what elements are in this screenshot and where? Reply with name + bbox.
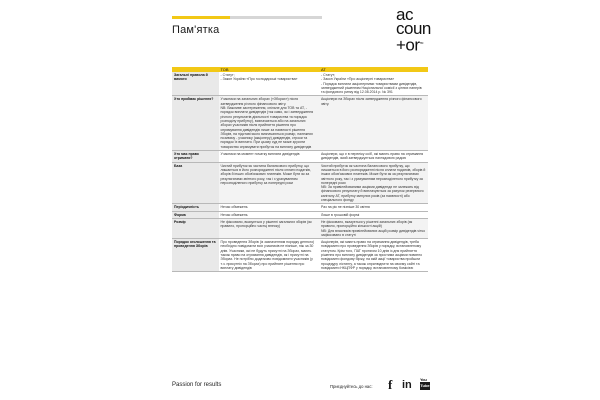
youtube-box-text: Tube bbox=[420, 383, 430, 388]
row-tov-text: Про проведення Зборів (із зазначенням порядку денного) необхідно повідомити всіх учасників не пізніше, ніж за 30 днів. Учасники, які не будуть присутні на Зборах, мають також право на отримання дивідендів, як і присутні на Зборах. Не потрібно додатково повідомляти учасників (у т.ч. присутніх на Зборах) про прийняте рішення про виплату дивідендів bbox=[220, 240, 315, 270]
accent-bar bbox=[172, 16, 230, 19]
row-tov-text: Учасники на загальних зборах («Зборах») після затвердження річного фінансового звіту. NB: Важливе застереження, спільне для ТОВ та АТ, - порядок виплати дивідендів (так само, як і затвердження річного результатів діяльності товариства та порядок розподілу прибутку), визначається або на загальних зборах учасників після прийняття рішення про спрямування дивідендів лише за наявності рішення Зборів, на підставі якого визначаються розмір, належних позивачу - учаснику (акціонеру) дивідендів, строки та порядок їх виплати. При цьому суд не може зрусити товариство спрямувати прибуток на виплату дивідендів bbox=[220, 97, 314, 149]
row-topic: Форма bbox=[172, 211, 219, 218]
header-tov: ТОВ bbox=[219, 67, 319, 72]
logo-line-3-text: +or bbox=[396, 35, 420, 55]
table-row bbox=[172, 239, 428, 272]
row-tov-text: Чистий прибуток як частина балансового прибутку, що лишається в його розпорядженні після сплати податків, зборів й інших обов'язкових платежів. Може бути як за результатами звітного року, так і з урахуванням нерозподіленого прибутку за попередні роки bbox=[220, 163, 311, 185]
row-topic: Хто приймає рішення? bbox=[172, 96, 219, 151]
row-at-text: Акціонерів, які мають право на отримання дивідендів, треба повідомити про проведення Зборів у порядку, встановленому статутом. Крім того, ПАТ протягом 10 днів із дня прийняття рішення про виплату дивідендів за простими акціями повинно повідомити фондову біржу, на якій акції товариства пройшли процедуру лістингу, а також оприлюднити на своєму сайті та повідомити НКЦПФР у порядку, встановленому Комісією bbox=[321, 240, 423, 270]
row-tov-text: Не фіксовано, вказується у рішенні загальних зборів (як правило, пропорційно частці внеску) bbox=[220, 219, 312, 229]
social-label: Приєднуйтесь до нас: bbox=[330, 384, 373, 389]
table-row bbox=[172, 151, 428, 163]
row-topic: Розмір bbox=[172, 218, 219, 238]
row-topic: Порядок оголошення та проведення Зборів bbox=[172, 239, 219, 272]
page-title: Пам'ятка bbox=[172, 24, 220, 36]
row-at-text: Акціонери на Зборах після затвердження річного фінансового звіту. bbox=[321, 97, 422, 106]
row-tov-text: - Статут; - Закон України «Про господарські товариства» bbox=[220, 73, 298, 82]
row-tov-text: Учасники на момент початку виплати дивідендів bbox=[220, 152, 300, 157]
facebook-icon[interactable]: f bbox=[388, 377, 393, 392]
row-at-text: - Статут; - Закон України «Про акціонерні товариства» - Порядок виплати акціонерними товариствами дивідендів, затверджений рішенням Національної комісії з цінних паперів та фондового ринку від 12.08.2014 р. № 391 bbox=[321, 73, 422, 95]
row-at-cell bbox=[319, 211, 428, 218]
divider-bar bbox=[230, 16, 322, 19]
row-topic: База bbox=[172, 162, 219, 204]
table-row bbox=[172, 211, 428, 218]
youtube-top-text: You bbox=[420, 377, 427, 382]
table-row bbox=[172, 204, 428, 211]
row-at-cell bbox=[319, 151, 428, 163]
row-topic: Хто має право отримати? bbox=[172, 151, 219, 163]
row-at-cell bbox=[319, 204, 428, 211]
row-at-text: Лише в грошовій формі bbox=[321, 212, 360, 217]
footer-tagline: Passion for results bbox=[172, 382, 222, 388]
row-at-text: Не фіксовано, вказується у рішенні загальних зборів (як правило, пропорційно кількості акцій) NB: Для власників привілейованих акцій розмір дивідендів чітко зафіксовано в статуті bbox=[321, 219, 426, 237]
row-at-text: Чистий прибуток як частина балансового прибутку, що лишається в його розпорядженні після сплати податків, зборів й інших обов'язкових платежів. Може бути як за результатами звітного року, так і з урахуванням нерозподіленого прибутку за попередні роки NB: За привілейованими акціями дивіденди не залежать від фінансового результату й виплачуються за рахунок резервного капіталу АТ, прибутку минулих років (за наявності) або спеціального фонду bbox=[321, 163, 426, 203]
row-tov-cell bbox=[219, 96, 319, 151]
row-tov-cell bbox=[219, 211, 319, 218]
row-at-text: Раз на рік не пізніше 30 квітня bbox=[321, 205, 370, 210]
table-row bbox=[172, 72, 428, 96]
row-tov-cell bbox=[219, 239, 319, 272]
row-tov-cell bbox=[219, 218, 319, 238]
row-at-cell bbox=[319, 239, 428, 272]
logo-line-1: ac bbox=[396, 5, 413, 24]
row-tov-cell bbox=[219, 162, 319, 204]
comparison-table bbox=[172, 67, 428, 272]
table-row bbox=[172, 96, 428, 151]
row-topic: Періодичність bbox=[172, 204, 219, 211]
row-at-cell bbox=[319, 72, 428, 96]
row-tov-cell bbox=[219, 72, 319, 96]
trademark-mark: TM bbox=[419, 41, 423, 45]
table-row bbox=[172, 218, 428, 238]
logo-line-2: coun bbox=[396, 19, 431, 38]
row-tov-cell bbox=[219, 151, 319, 163]
header-at: АТ bbox=[319, 67, 428, 72]
accountor-logo bbox=[396, 5, 446, 55]
row-tov-cell bbox=[219, 204, 319, 211]
row-at-text: Акціонери, що є в переліку осіб, які мають право на отримання дивідендів, який затверджується наглядовою радою bbox=[321, 152, 424, 161]
row-topic: Загальні правила й вимоги bbox=[172, 72, 219, 96]
row-at-cell bbox=[319, 218, 428, 238]
row-tov-text: Нечас обмежень bbox=[220, 205, 248, 210]
youtube-icon[interactable] bbox=[420, 378, 430, 391]
logo-line-3 bbox=[396, 36, 446, 53]
row-at-cell bbox=[319, 162, 428, 204]
row-at-cell bbox=[319, 96, 428, 151]
linkedin-icon[interactable]: in bbox=[402, 379, 412, 391]
row-tov-text: Нечас обмежень bbox=[220, 212, 248, 217]
table-row bbox=[172, 162, 428, 204]
